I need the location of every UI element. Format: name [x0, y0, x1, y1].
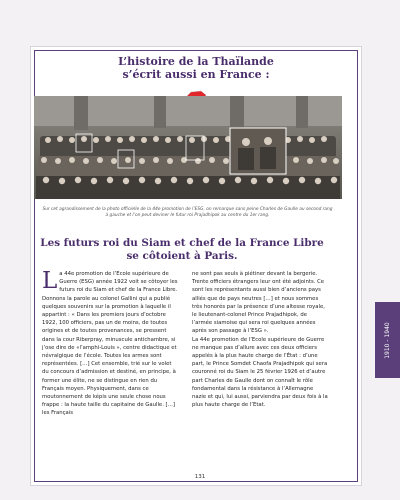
- photo-caption: [36, 207, 339, 219]
- section-subtitle: [36, 237, 328, 262]
- period-side-tab: [375, 302, 400, 378]
- dropcap-letter: L: [42, 268, 58, 294]
- period-side-tab-label: 1910 - 1940: [384, 321, 391, 359]
- caption-line-1: Sur cet agrandissement de la photo officielle de la 44e promotion de l’ESG, on remarque sans peine Charles de Gaulle au second rang: [42, 207, 333, 212]
- paragraph-1-text: a 44e promotion de l’Ecole supérieure de Guerre (ESG) année 1922 voit se côtoyer les futurs roi du Siam et chef de la France Libre. Donnons la parole au colonel Gallini qui a publié quelques souvenirs sur la promotion à laquelle il appartint : « Dans les premiers jours d’octobre 1922, 100 officiers, pas un de moins, de toutes origines et de toutes provenances, se pressent dans la cour Riberpray, minuscule antichambre, si j’ose dire de «l’amphi-Louis », centre didactique et névralgique de l’école. Toutes les armes sont représentées. […] Cet ensemble, trié sur le volet du concours d’admission et destiné, en principe, à former une élite, ne se distingue en rien du Français moyen. Physiquement, dans ce moutonnement de képis une seule chose nous frappe : la haute taille du capitaine de Gaulle. […] les Français: [42, 271, 178, 417]
- title-line-1: L’histoire de la Thaïlande: [118, 55, 274, 68]
- article-column-right: [192, 270, 328, 409]
- article-column-left: [42, 270, 178, 418]
- paragraph-2: ne sont pas seuls à piétiner devant la bergerie. Trente officiers étrangers leur ont été adjoints. Ce sont les représentants aussi bien d’anciens pays alliés que de pays neutres […] et nous sommes très honorés par la présence d’une altesse royale, le lieutenant-colonel Prince Prajadhipok, de l’armée siamoise qui sera roi quelques années après son passage à l’ESG ».: [192, 271, 325, 335]
- paragraph-3: La 44e promotion de l’Ecole supérieure de Guerre ne manque pas d’allure avec ces deux officiers appelés à la plus haute charge de l’État : d’une part, le Prince Somdet Chaofa Prajadhipok qui sera couronné roi du Siam le 25 février 1926 et d’autre part Charles de Gaulle dont on connaît le rôle fondamental dans la résistance à l’Allemagne nazie et qui, lui aussi, parviendra par deux fois à la plus haute charge de l’Etat.: [192, 336, 328, 409]
- subtitle-line-1: Les futurs roi du Siam et chef de la France Libre: [40, 237, 324, 249]
- caption-line-2: à gauche et l’on peut deviner le futur roi Prajadhipok au centre du 1er rang.: [105, 213, 270, 218]
- title-line-2: s’écrit aussi en France :: [122, 68, 270, 81]
- promotion-group-photo: [34, 96, 342, 199]
- page-number: 131: [194, 474, 206, 480]
- page-title: [31, 55, 361, 81]
- article-body: [42, 270, 328, 460]
- paragraph-1: [42, 270, 178, 418]
- subtitle-line-2: se côtoient à Paris.: [126, 249, 238, 262]
